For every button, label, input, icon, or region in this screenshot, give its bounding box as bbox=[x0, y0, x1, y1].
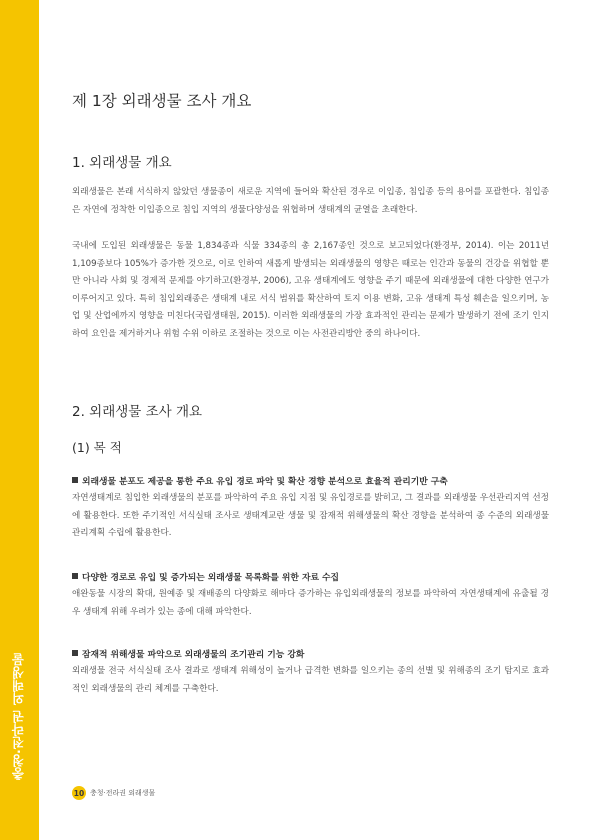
purpose-item-2-title bbox=[72, 570, 339, 583]
purpose-item-3-title bbox=[72, 647, 304, 660]
side-running-title: 충청·전라권 외래생물 bbox=[11, 652, 26, 780]
square-bullet-icon bbox=[72, 573, 78, 579]
page-number-badge: 10 bbox=[72, 786, 86, 800]
purpose-item-1-title bbox=[72, 474, 448, 487]
purpose-item-3-title-text: 잠재적 위해생물 파악으로 외래생물의 조기관리 기능 강화 bbox=[82, 650, 305, 660]
section1-paragraph-1: 외래생물은 본래 서식하지 않았던 생물종이 새로운 지역에 들어와 확산된 경우로 이입종, 침입종 등의 용어를 포괄한다. 침입종은 자연에 정착한 이입종으로 침입 지역의 생물다양성을 위협하며 생태계의 균열을 초래한다. bbox=[72, 187, 549, 215]
page-footer bbox=[72, 786, 155, 800]
footer-running-title: 충청·전라권 외래생물 bbox=[90, 789, 156, 797]
side-color-bar bbox=[0, 0, 39, 840]
purpose-item-1-body: 자연생태계로 침입한 외래생물의 분포를 파악하여 주요 유입 지점 및 유입경로를 밝히고, 그 결과를 외래생물 우선관리지역 선정에 활용한다. 또한 주기적인 서식실태 조사로 생태계교란 생물 및 잠재적 위해생물의 확산 경향을 분석하여 종 수준의 외래생물 관리계획 수립에 활용한다. bbox=[72, 493, 549, 539]
square-bullet-icon bbox=[72, 477, 78, 483]
square-bullet-icon bbox=[72, 650, 78, 656]
section2-heading: 2. 외래생물 조사 개요 bbox=[72, 404, 203, 420]
purpose-item-1-title-text: 외래생물 분포도 제공을 통한 주요 유입 경로 파악 및 확산 경향 분석으로 효율적 관리기반 구축 bbox=[82, 477, 448, 487]
section1-heading: 1. 외래생물 개요 bbox=[72, 155, 172, 171]
section1-paragraph-2: 국내에 도입된 외래생물은 동물 1,834종과 식물 334종의 총 2,167종인 것으로 보고되었다(환경부, 2014). 이는 2011년 1,109종보다 105%가 증가한 것으로, 이로 인하여 새롭게 발생되는 외래생물의 영향은 때로는 인간과 동물의 건강을 위협할 뿐만 아니라 사회 및 경제적 문제를 야기하고(환경부, 2006), 고유 생태계에도 영향을 주기 때문에 외래생물에 대한 다양한 연구가 이루어지고 있다. 특히 침입외래종은 생태계 내로 서식 범위를 확산하여 토지 이용 변화, 고유 생태계 특성 훼손을 일으키며, 농업 및 산업에까지 영향을 미친다(국립생태원, 2015). 이러한 외래생물의 가장 효과적인 관리는 문제가 발생하기 전에 조기 인지하여 요인을 제거하거나 위험 수위 이하로 조절하는 것으로 이는 사전관리방안 중의 하나이다. bbox=[72, 241, 549, 339]
purpose-item-3-body: 외래생물 전국 서식실태 조사 결과로 생태계 위해성이 높거나 급격한 변화를 일으키는 종의 선별 및 위해종의 조기 탐지로 효과적인 외래생물의 관리 체계를 구축한다. bbox=[72, 666, 549, 694]
purpose-item-2-title-text: 다양한 경로로 유입 및 증가되는 외래생물 목록화를 위한 자료 수집 bbox=[82, 573, 340, 583]
chapter-title: 제 1장 외래생물 조사 개요 bbox=[72, 92, 252, 110]
purpose-item-2-body: 애완동물 시장의 확대, 원예종 및 재배종의 다양화로 해마다 증가하는 유입외래생물의 정보를 파악하여 자연생태계에 유출될 경우 생태계 위해 우려가 있는 종에 대해 파악한다. bbox=[72, 589, 549, 617]
purpose-subheading: (1) 목 적 bbox=[72, 440, 122, 455]
